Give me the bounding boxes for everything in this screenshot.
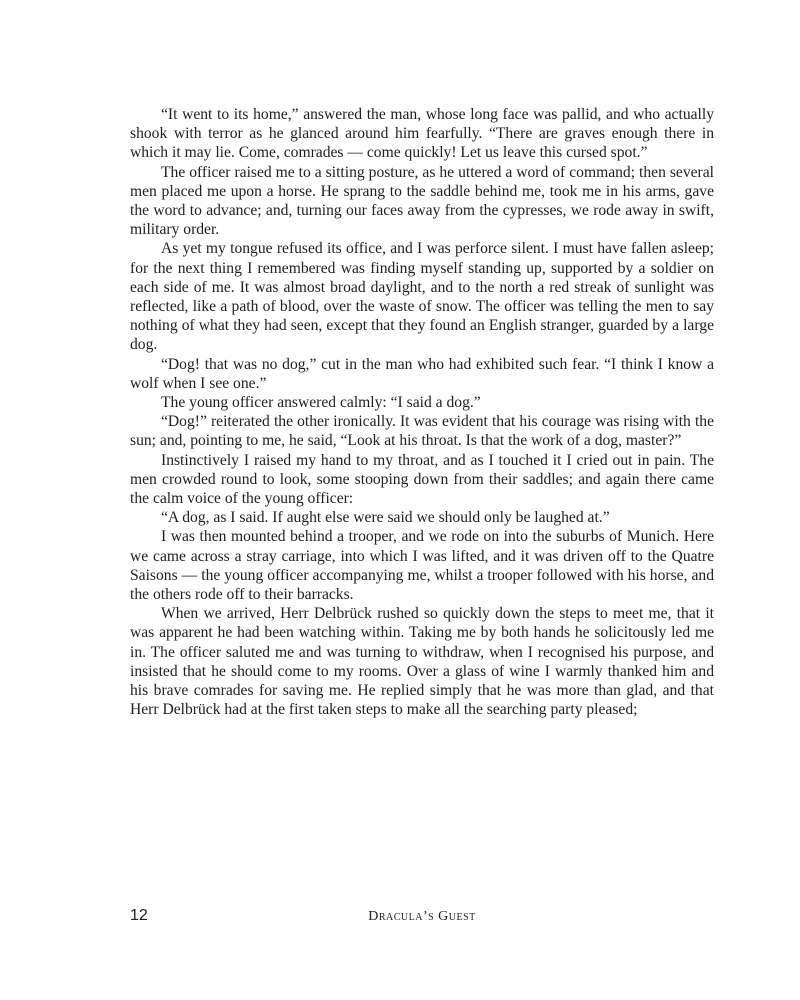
- paragraph: When we arrived, Herr Delbrück rushed so quickly down the steps to meet me, that it was apparent he had been watching within. Taking me by both hands he solicitously led me in. The officer saluted me and was turning to withdraw, when I recognised his purpose, and insisted that he should come to my rooms. Over a glass of wine I warmly thanked him and his brave comrades for saving me. He replied simply that he was more than glad, and that Herr Delbrück had at the first taken steps to make all the searching party pleased;: [130, 605, 714, 719]
- paragraph: “Dog!” reiterated the other ironically. It was evident that his courage was rising with the sun; and, pointing to me, he said, “Look at his throat. Is that the work of a dog, master?”: [130, 413, 714, 450]
- running-title: Dracula’s Guest: [368, 909, 476, 924]
- paragraph: “Dog! that was no dog,” cut in the man who had exhibited such fear. “I think I know a wolf when I see one.”: [130, 355, 714, 392]
- paragraph: The officer raised me to a sitting posture, as he uttered a word of command; then several men placed me upon a horse. He sprang to the saddle behind me, took me in his arms, gave the word to advance; and, turning our faces away from the cypresses, we rode away in swift, military order.: [130, 163, 714, 239]
- paragraph: “It went to its home,” answered the man, whose long face was pallid, and who actually shook with terror as he glanced around him fearfully. “There are graves enough there in which it may lie. Come, comrades — come quickly! Let us leave this cursed spot.”: [130, 106, 714, 162]
- paragraph: The young officer answered calmly: “I said a dog.”: [161, 394, 481, 412]
- page-footer: [130, 906, 714, 930]
- page-number: 12: [130, 907, 148, 924]
- body-text: [130, 105, 714, 720]
- paragraph: As yet my tongue refused its office, and I was perforce silent. I must have fallen asleep; for the next thing I remembered was finding myself standing up, supported by a soldier on each side of me. It was almost broad daylight, and to the north a red streak of sunlight was reflected, like a path of blood, over the waste of snow. The officer was telling the men to say nothing of what they had seen, except that they found an English stranger, guarded by a large dog.: [130, 240, 714, 354]
- paragraph: Instinctively I raised my hand to my throat, and as I touched it I cried out in pain. The men crowded round to look, some stooping down from their saddles; and again there came the calm voice of the young officer:: [130, 451, 714, 508]
- paragraph: I was then mounted behind a trooper, and we rode on into the suburbs of Munich. Here we came across a stray carriage, into which I was lifted, and it was driven off to the Quatre Saisons — the young officer accompanying me, whilst a trooper followed with his horse, and the others rode off to their barracks.: [130, 528, 714, 604]
- paragraph: “A dog, as I said. If aught else were said we should only be laughed at.”: [161, 509, 610, 527]
